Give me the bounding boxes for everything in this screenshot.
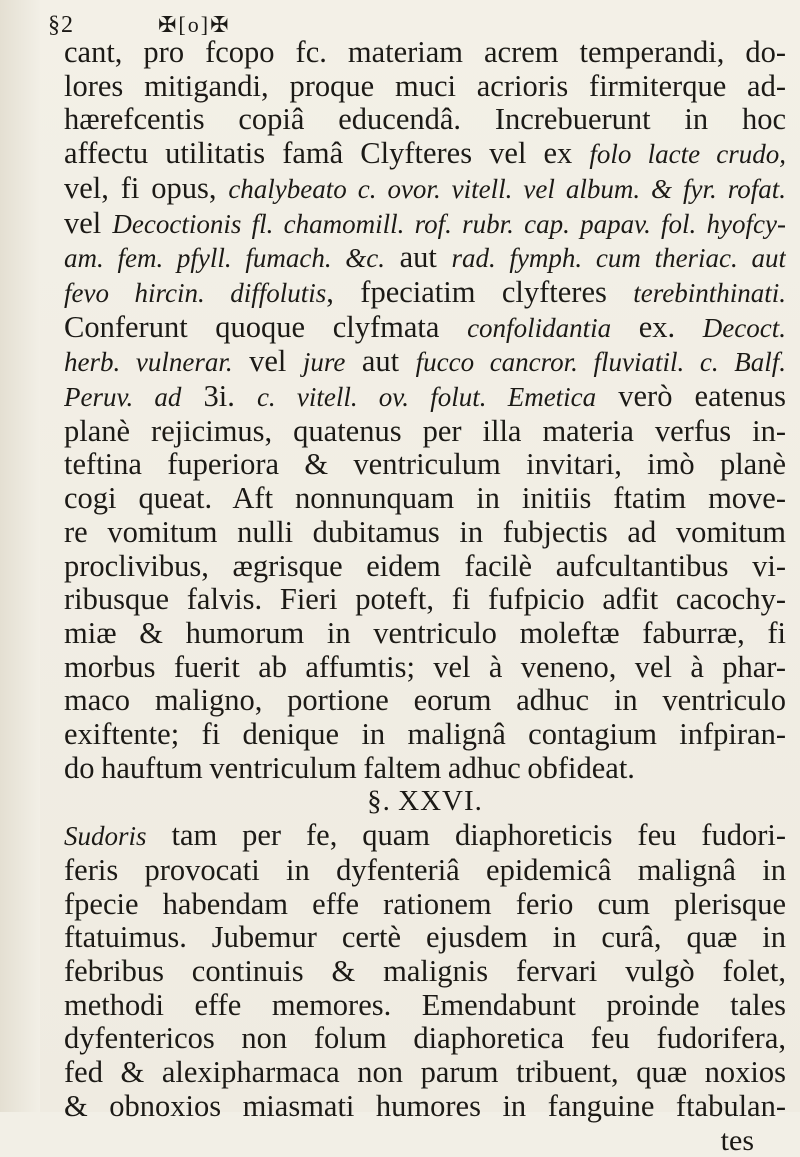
text-run: lores mitigandi, proque muci acrioris firmiterque ad- — [64, 70, 786, 103]
text-run: tam per fe, quam diaphoreticis feu fudori- — [147, 819, 786, 852]
text-run: aut — [385, 241, 451, 274]
italic-run: Decoctionis fl. chamomill. rof. rubr. cap. papav. fol. hyofcy- — [112, 209, 786, 239]
italic-run: terebinthinati. — [633, 278, 786, 308]
text-run: vel, fi opus, — [64, 172, 228, 205]
section-heading: §. XXVI. — [64, 785, 786, 819]
text-line — [64, 36, 786, 70]
italic-run: c. vitell. ov. folut. Emetica — [257, 382, 596, 412]
text-run: miæ & humorum in ventriculo moleftæ faburræ, fi — [64, 617, 786, 650]
text-run: do hauftum ventriculum faltem adhuc obfideat. — [64, 752, 635, 785]
text-run: vel — [233, 345, 303, 378]
text-line — [64, 684, 786, 718]
text-run: cant, pro fcopo fc. materiam acrem temperandi, do- — [64, 36, 786, 69]
running-head — [48, 14, 786, 36]
text-line — [64, 276, 786, 311]
italic-run: herb. vulnerar. — [64, 347, 233, 377]
page-number: §2 — [48, 14, 158, 36]
text-line — [64, 70, 786, 104]
text-run: ftatuimus. Jubemur certè ejusdem in curâ, quæ in — [64, 921, 786, 954]
text-line — [64, 172, 786, 207]
text-run: fpecie habendam effe rationem ferio cum plerisque — [64, 888, 786, 921]
italic-run: rad. fymph. cum theriac. aut — [451, 243, 786, 273]
text-run: exiftente; fi denique in malignâ contagium infpiran- — [64, 718, 786, 751]
text-line — [64, 516, 786, 550]
text-run: morbus fuerit ab affumtis; vel à veneno, vel à phar- — [64, 651, 786, 684]
text-line — [64, 482, 786, 516]
italic-run: Sudoris — [64, 821, 147, 851]
text-run: vel — [64, 207, 112, 240]
page-gutter-shadow — [0, 0, 40, 1112]
text-run: teftina fuperiora & ventriculum invitari, imò planè — [64, 448, 786, 481]
text-line — [64, 583, 786, 617]
text-run: maco maligno, portione eorum adhuc in ventriculo — [64, 684, 786, 717]
italic-run: confolidantia — [467, 313, 611, 343]
italic-run: fevo hircin. diffolutis — [64, 278, 326, 308]
text-run: verò eatenus — [596, 380, 786, 413]
text-line — [64, 617, 786, 651]
text-line — [64, 241, 786, 276]
text-run: methodi effe memores. Emendabunt proinde tales — [64, 989, 786, 1022]
text-run: ribusque falvis. Fieri poteft, fi fufpicio adfit cacochy- — [64, 583, 786, 616]
text-line — [64, 718, 786, 752]
text-run: febribus continuis & malignis fervari vulgò folet, — [64, 955, 786, 988]
text-line — [64, 651, 786, 685]
text-line — [64, 103, 786, 137]
text-line — [64, 1090, 786, 1124]
body-text — [64, 36, 786, 1157]
text-line — [64, 311, 786, 346]
text-run: hærefcentis copiâ educendâ. Increbuerunt in hoc — [64, 103, 786, 136]
text-line — [64, 989, 786, 1023]
text-line — [64, 752, 786, 786]
text-line — [64, 1056, 786, 1090]
text-line — [64, 955, 786, 989]
text-line — [64, 137, 786, 172]
text-run: ex. — [611, 311, 703, 344]
italic-run: jure — [303, 347, 346, 377]
text-line — [64, 854, 786, 888]
text-run: re vomitum nulli dubitamus in fubjectis ad vomitum — [64, 516, 786, 549]
text-line — [64, 921, 786, 955]
italic-run: fucco cancror. fluviatil. c. Balf. — [416, 347, 786, 377]
text-run: affectu utilitatis famâ Clyfteres vel ex — [64, 137, 589, 170]
text-line — [64, 345, 786, 380]
text-run: feris provocati in dyfenteriâ epidemicâ malignâ in — [64, 854, 786, 887]
text-run: dyfentericos non folum diaphoretica feu fudorifera, — [64, 1022, 786, 1055]
text-run: & obnoxios miasmati humores in fanguine ftabulan- — [64, 1090, 786, 1123]
text-line — [64, 1022, 786, 1056]
text-line — [64, 207, 786, 242]
italic-run: am. fem. pfyll. fumach. &c. — [64, 243, 385, 273]
text-run: 3i. — [181, 380, 257, 413]
text-line — [64, 380, 786, 415]
text-run: , fpeciatim clyfteres — [326, 276, 633, 309]
text-line — [64, 415, 786, 449]
text-run: fed & alexipharmaca non parum tribuent, quæ noxios — [64, 1056, 786, 1089]
italic-run: folo lacte crudo, — [589, 139, 786, 169]
text-line — [64, 550, 786, 584]
text-line — [64, 888, 786, 922]
text-run: cogi queat. Aft nonnunquam in initiis ftatim move- — [64, 482, 786, 515]
italic-run: Peruv. ad — [64, 382, 181, 412]
text-run: Conferunt quoque clyfmata — [64, 311, 467, 344]
italic-run: chalybeato c. ovor. vitell. vel album. & fyr. rofat. — [228, 174, 786, 204]
text-line — [64, 819, 786, 854]
head-ornament: ✠[o]✠ — [158, 14, 231, 36]
text-line — [64, 448, 786, 482]
italic-run: Decoct. — [703, 313, 786, 343]
text-run: planè rejicimus, quatenus per illa materia verfus in- — [64, 415, 786, 448]
text-run: aut — [345, 345, 415, 378]
catchword: tes — [64, 1124, 786, 1157]
text-run: proclivibus, ægrisque eidem facilè aufcultantibus vi- — [64, 550, 786, 583]
